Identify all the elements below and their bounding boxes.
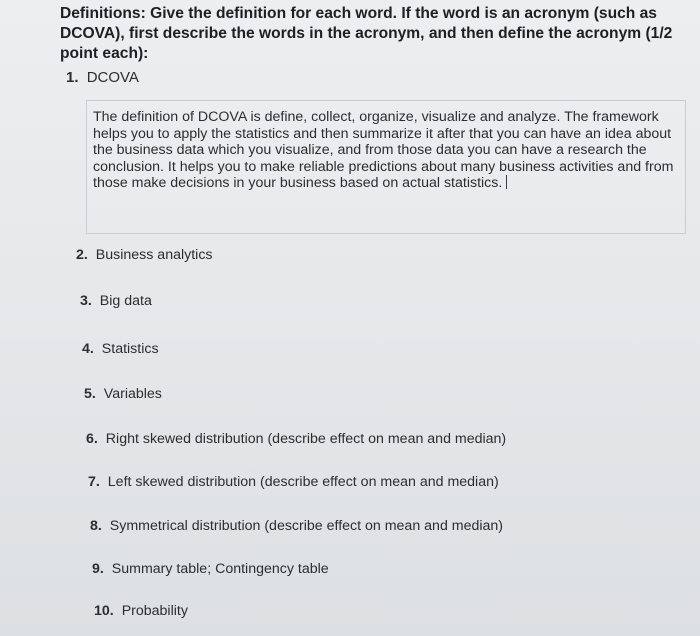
- question-number: 4.: [82, 341, 94, 357]
- question-5: [84, 386, 162, 402]
- question-9: [92, 561, 329, 577]
- question-6: [86, 431, 506, 447]
- answer-text-1[interactable]: The definition of DCOVA is define, collect, organize, visualize and analyze. The framework helps you to apply the statistics and then summarize it after that you can have an idea about the business data which you visualize, and from those data you can have a research the conclusion. It helps you to make reliable predictions about many business activities and from those make decisions in your business based on actual statistics.: [93, 109, 674, 191]
- question-10: [94, 603, 188, 619]
- text-cursor: [506, 175, 507, 189]
- question-number: 9.: [92, 561, 104, 577]
- question-3: [80, 293, 152, 309]
- question-number: 2.: [76, 247, 88, 263]
- question-8: [90, 518, 503, 534]
- question-label: DCOVA: [86, 69, 139, 86]
- question-label: Left skewed distribution (describe effect on mean and median): [107, 474, 499, 490]
- question-label: Big data: [99, 293, 152, 309]
- question-4: [82, 341, 159, 357]
- question-label: Variables: [103, 386, 162, 402]
- instructions-heading: Definitions: Give the definition for each word. If the word is an acronym (such as DCOVA), first describe the words in the acronym, and then define the acronym (1/2 point each):: [60, 5, 673, 62]
- question-1: [66, 69, 139, 86]
- question-number: 7.: [88, 474, 100, 490]
- question-number: 8.: [90, 518, 102, 534]
- question-label: Business analytics: [95, 247, 213, 263]
- question-number: 6.: [86, 431, 98, 447]
- question-label: Right skewed distribution (describe effect on mean and median): [105, 431, 507, 447]
- question-number: 3.: [80, 293, 92, 309]
- question-label: Symmetrical distribution (describe effect on mean and median): [109, 518, 504, 534]
- question-7: [88, 474, 499, 490]
- question-label: Statistics: [101, 341, 159, 357]
- question-number: 1.: [66, 69, 79, 86]
- question-number: 10.: [94, 603, 114, 619]
- question-label: Probability: [121, 603, 188, 619]
- question-label: Summary table; Contingency table: [111, 561, 329, 577]
- answer-textbox-1[interactable]: [86, 100, 686, 234]
- question-number: 5.: [84, 386, 96, 402]
- question-2: [76, 247, 213, 263]
